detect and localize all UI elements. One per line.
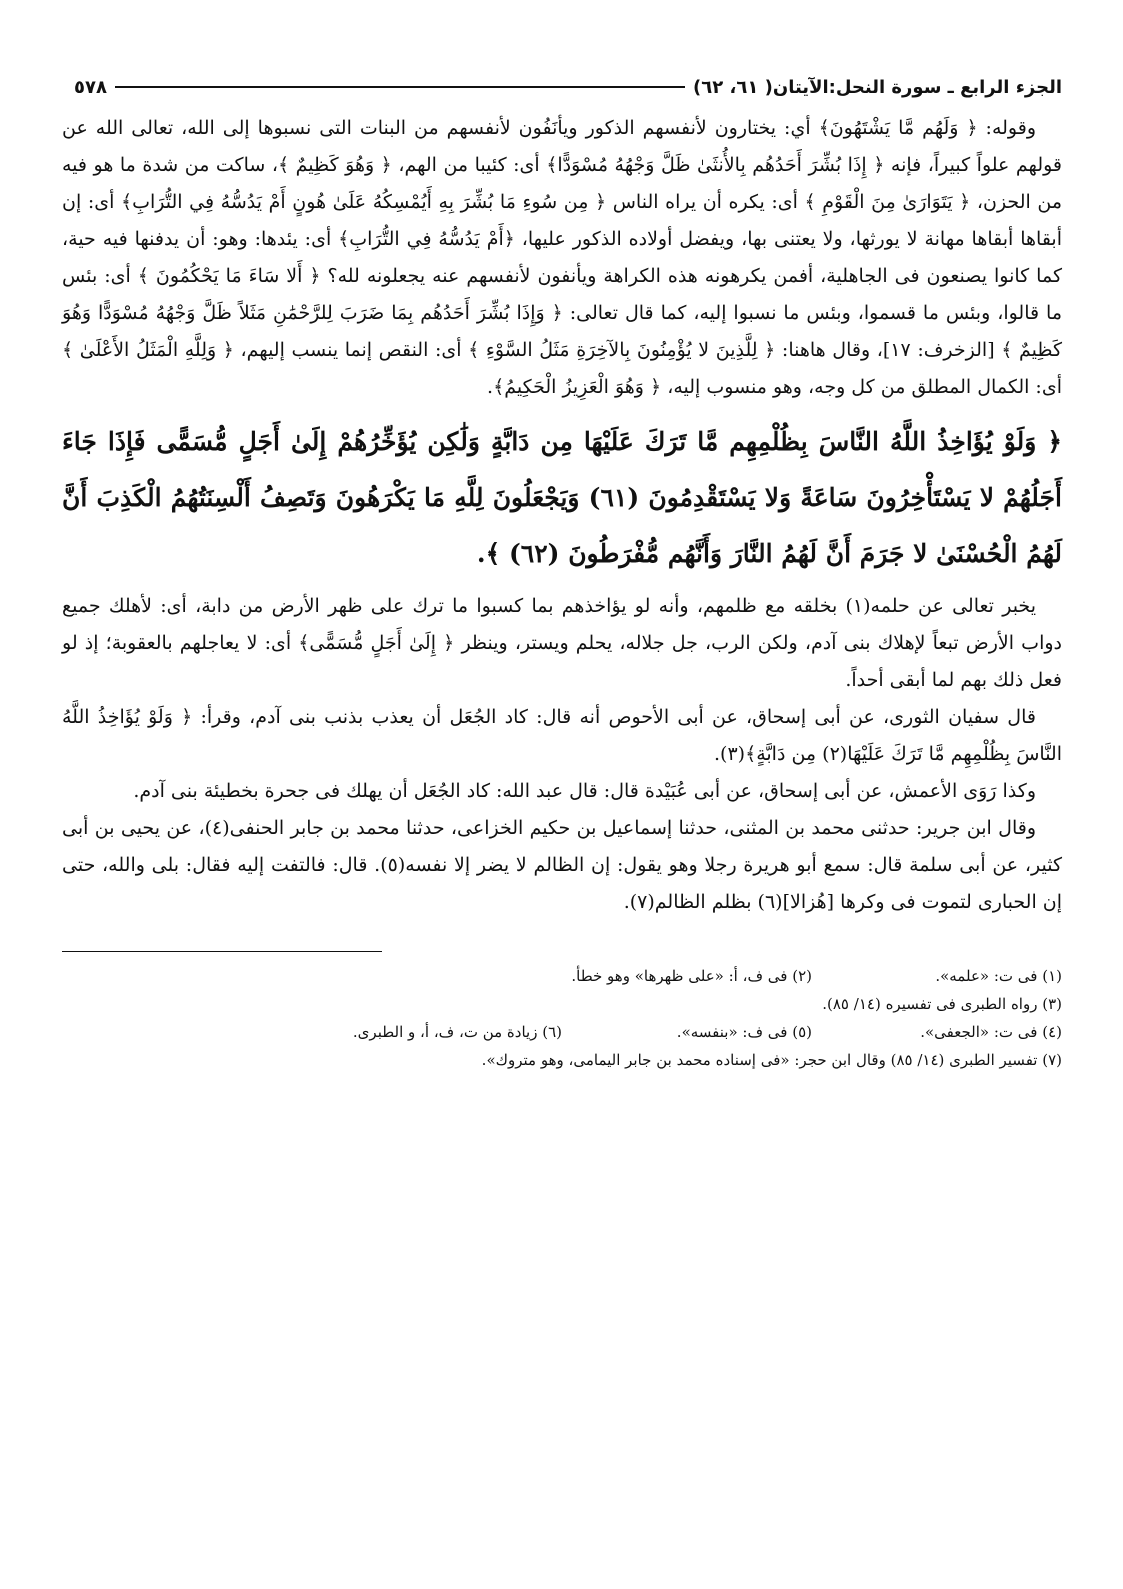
footnote: (٢) فى ف، أ: «على ظهرها» وهو خطأ. — [571, 967, 812, 985]
paragraph: قال سفيان الثورى، عن أبى إسحاق، عن أبى الأحوص أنه قال: كاد الجُعَل أن يعذب بذنب بنى آدم، وقرأ: ﴿ وَلَوْ يُؤَاخِذُ اللَّهُ النَّاسَ بِظُلْمِهِم مَّا تَرَكَ عَلَيْهَا(٢) مِن دَابَّةٍ﴾(٣). — [62, 706, 1062, 765]
footnote-row — [62, 1018, 1062, 1046]
footnote-row — [62, 990, 1062, 1018]
footnote: (٧) تفسير الطبرى (١٤/ ٨٥) وقال ابن حجر: «فى إسناده محمد بن جابر اليمامى، وهو متروك». — [481, 1051, 1062, 1069]
footnote: (١) فى ت: «علمه». — [935, 967, 1062, 985]
footnote-row — [62, 962, 1062, 990]
footnotes-rule — [62, 951, 382, 952]
footnote: (٣) رواه الطبرى فى تفسيره (١٤/ ٨٥). — [822, 995, 1062, 1013]
footnote: (٤) فى ت: «الجعفى». — [920, 1023, 1062, 1041]
quran-verse: ﴿ وَلَوْ يُؤَاخِذُ اللَّهُ النَّاسَ بِظُلْمِهِم مَّا تَرَكَ عَلَيْهَا مِن دَابَّةٍ وَلَٰكِن يُؤَخِّرُهُمْ إِلَىٰ أَجَلٍ مُّسَمًّى فَإِذَا جَاءَ أَجَلُهُمْ لا يَسْتَأْخِرُونَ سَاعَةً وَلا يَسْتَقْدِمُونَ (٦١) وَيَجْعَلُونَ لِلَّهِ مَا يَكْرَهُونَ وَتَصِفُ أَلْسِنَتُهُمُ الْكَذِبَ أَنَّ لَهُمُ الْحُسْنَىٰ لا جَرَمَ أَنَّ لَهُمُ النَّارَ وَأَنَّهُم مُّفْرَطُونَ (٦٢) ﴾. — [62, 427, 1062, 568]
footnote: (٥) فى ف: «بنفسه». — [676, 1023, 812, 1041]
commentary-before — [62, 110, 1062, 406]
paragraph: وكذا رَوَى الأعمش، عن أبى إسحاق، عن أبى عُبَيْدة قال: قال عبد الله: كاد الجُعَل أن يهلك فى جحرة بخطيئة بنى آدم. — [133, 780, 1036, 802]
header-rule — [115, 86, 685, 88]
paragraph: وقوله: ﴿ وَلَهُم مَّا يَشْتَهُونَ﴾ أي: يختارون لأنفسهم الذكور ويأنَفُون لأنفسهم من البنات التى نسبوها إلى الله، تعالى الله عن قولهم علواً كبيراً، فإنه ﴿ إِذَا بُشِّرَ أَحَدُهُم بِالأُنثَىٰ ظَلَّ وَجْهُهُ مُسْوَدًّا﴾ أى: كئيبا من الهم، ﴿ وَهُوَ كَظِيمٌ ﴾، ساكت من شدة ما هو فيه من الحزن، ﴿ يَتَوَارَىٰ مِنَ الْقَوْمِ ﴾ أى: يكره أن يراه الناس ﴿ مِن سُوءِ مَا بُشِّرَ بِهِ أَيُمْسِكُهُ عَلَىٰ هُونٍ أَمْ يَدُسُّهُ فِي التُّرَابِ﴾ أى: إن أبقاها أبقاها مهانة لا يورثها، ولا يعتنى بها، ويفضل أولاده الذكور عليها، ﴿أَمْ يَدُسُّهُ فِي التُّرَابِ﴾ أى: يئدها: وهو: أن يدفنها فيه حية، كما كانوا يصنعون فى الجاهلية، أفمن يكرهونه هذه الكراهة ويأنفون لأنفسهم عنه يجعلونه لله؟ ﴿ أَلا سَاءَ مَا يَحْكُمُونَ ﴾ أى: بئس ما قالوا، وبئس ما قسموا، وبئس ما نسبوا إليه، كما قال تعالى: ﴿ وَإِذَا بُشِّرَ أَحَدُهُم بِمَا ضَرَبَ لِلرَّحْمَٰنِ مَثَلاً ظَلَّ وَجْهُهُ مُسْوَدًّا وَهُوَ كَظِيمٌ ﴾ [الزخرف: ١٧]، وقال هاهنا: ﴿ لِلَّذِينَ لا يُؤْمِنُونَ بِالآخِرَةِ مَثَلُ السَّوْءِ ﴾ أى: النقص إنما ينسب إليهم، ﴿ وَلِلَّهِ الْمَثَلُ الأَعْلَىٰ ﴾ أى: الكمال المطلق من كل وجه، وهو منسوب إليه، ﴿ وَهُوَ الْعَزِيزُ الْحَكِيمُ﴾. — [62, 117, 1062, 398]
commentary-after — [62, 588, 1062, 921]
paragraph: يخبر تعالى عن حلمه(١) بخلقه مع ظلمهم، وأنه لو يؤاخذهم بما كسبوا ما ترك على ظهر الأرض من دابة، أى: لأهلك جميع دواب الأرض تبعاً لإهلاك بنى آدم، ولكن الرب، جل جلاله، يحلم ويستر، وينظر ﴿ إِلَىٰ أَجَلٍ مُّسَمًّى﴾ أى: لا يعاجلهم بالعقوبة؛ إذ لو فعل ذلك بهم لما أبقى أحداً. — [62, 595, 1062, 691]
footnote-row — [62, 1046, 1062, 1074]
footnotes — [62, 962, 1062, 1074]
paragraph: وقال ابن جرير: حدثنى محمد بن المثنى، حدثنا إسماعيل بن حكيم الخزاعى، حدثنا محمد بن جابر الحنفى(٤)، عن يحيى بن أبى كثير، عن أبى سلمة قال: سمع أبو هريرة رجلا وهو يقول: إن الظالم لا يضر إلا نفسه(٥). قال: فالتفت إليه فقال: بلى والله، حتى إن الحبارى لتموت فى وكرها [هُزالا](٦) بظلم الظالم(٧). — [62, 817, 1063, 913]
page-header — [62, 70, 1062, 104]
footnote: (٦) زيادة من ت، ف، أ، و الطبرى. — [352, 1023, 562, 1041]
page-number: ٥٧٨ — [74, 76, 107, 98]
book-page — [62, 70, 1062, 1550]
running-title: الجزء الرابع ـ سورة النحل:الآيتان( ٦١، ٦٢) — [693, 76, 1062, 98]
